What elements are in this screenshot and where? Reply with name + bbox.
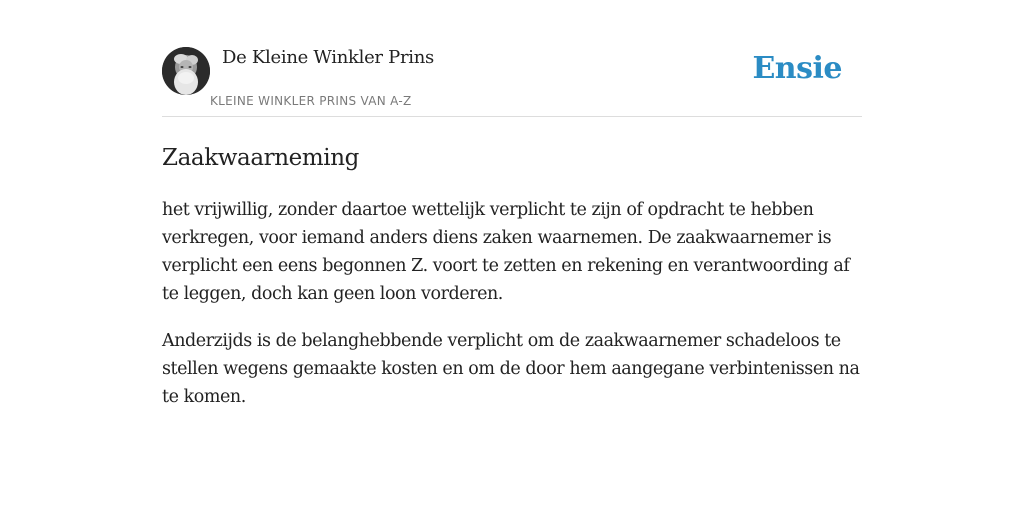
source-subtitle[interactable]: KLEINE WINKLER PRINS VAN A-Z <box>210 94 412 108</box>
avatar[interactable] <box>162 47 210 95</box>
page-header <box>162 0 862 117</box>
article-paragraph-1: het vrijwillig, zonder daartoe wettelijk verplicht te zijn of opdracht te hebben verkregen, voor iemand anders diens zaken waarnemen. De zaakwaarnemer is verplicht een eens begonnen Z. voort te zetten en rekening en verantwoording af te leggen, doch kan geen loon vorderen. <box>162 200 850 304</box>
brand-logo[interactable]: Ensie <box>752 51 842 86</box>
source-title[interactable]: De Kleine Winkler Prins <box>222 47 434 68</box>
page-container <box>162 0 862 411</box>
article-title: Zaakwaarneming <box>162 145 359 171</box>
article-paragraph-2: Anderzijds is de belanghebbende verplicht om de zaakwaarnemer schadeloos te stellen wegens gemaakte kosten en om de door hem aangegane verbintenissen na te komen. <box>162 331 860 407</box>
portrait-icon <box>162 47 210 95</box>
